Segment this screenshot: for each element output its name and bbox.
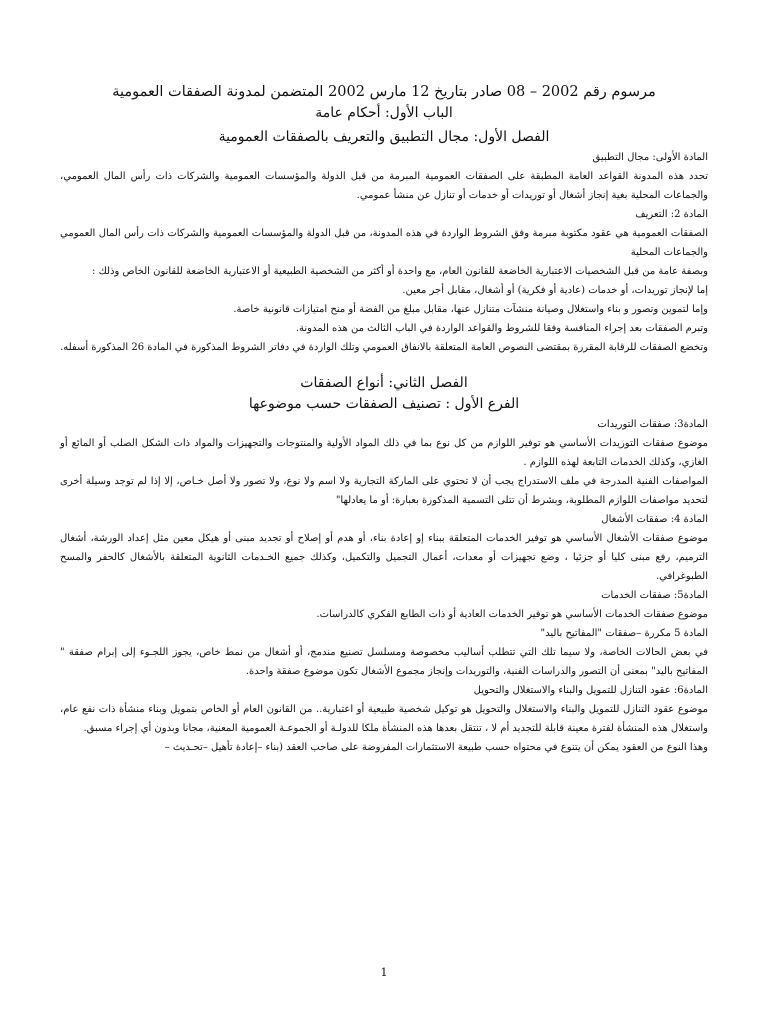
paragraph: موضوع عقود التنازل للتمويل والبناء والاستغلال والتحويل هو توكيل شخصية طبيعية أو اعتبارية.. من القانون العام أو الخاص بتمويل وبناء منشأة ذات نفع عام، واستغلال هذه المنشأة لفترة معينة قابلة للتجديد أم لا ، تنتقل بعدها هذه المنشأة ملكا للدولـة أو الجموعـة العمومية المعنية، مجانا وبدون أي إجراء مسبق. — [60, 704, 708, 734]
paragraph: الصفقات العمومية هي عقود مكتوبة مبرمة وفق الشروط الواردة في هذه المدونة، من قبل الدولة والمؤسسات العمومية والشركات ذات رأس المال العمومي والجماعات المحلية — [60, 228, 708, 258]
section-title: الفرع الأول : تصنيف الصفقات حسب موضوعها — [248, 396, 520, 412]
paragraph: وتخضع الصفقات للرقابة المقررة بمقتضى النصوص العامة المتعلقة بالانفاق العمومي وتلك الواردة في دفاتر الشروط المذكورة في المادة 26 المذكورة أسفله. — [60, 342, 708, 353]
paragraph: موضوع صفقات الأشغال الأساسي هو توفير الخدمات المتعلقة ببناء إو إعادة بناء، أو هدم أو إصلاح أو تجديد مبنى أو هيكل معين مثل إعداد الورشة، أشغال الترميم، رفع مبنى كليا أو جزئيا ، وضع تجهيزات أو معدات، أعمال التجميل والتكميل، وكذلك جميع الخـدمات الثانوية المتعلقة بالأشغال كالحفر والمسح الطبوغرافي. — [60, 533, 708, 582]
article-heading: المادة 4: صفقات الأشغال — [601, 514, 708, 525]
article-heading: المادة 2: التعريف — [635, 209, 708, 220]
chapter-title: الفصل الثاني: أنواع الصفقات — [300, 375, 468, 391]
paragraph: في بعض الحالات الخاصة، ولا سيما تلك التي تتطلب أساليب مخصوصة ومسلسل تصنيع مندمج، أو أشغال من نمط خاص، يجوز اللجـوء إلى إبرام صفقة " المفاتيح باليد" بمعنى أن التصور والدراسات الفنية، والتوريدات وإنجاز مجموع الأشغال تكون موضوع صفقة واحدة. — [60, 647, 708, 677]
decree-title: مرسوم رقم 2002 – 08 صادر بتاريخ 12 مارس 2002 المتضمن لمدونة الصفقات العمومية — [112, 84, 656, 100]
page-number: 1 — [380, 966, 388, 979]
paragraph: وإما لتموين وتصور و بناء واستغلال وصيانة منشآت متنازل عنها، مقابل مبلغ من الفضة أو منح امتيازات قانونية خاصة. — [233, 304, 708, 315]
paragraph: وهذا النوع من العقود يمكن أن يتنوع في محتواه حسب طبيعة الاستثمارات المفروضة على صاحب العقد (بناء –إعادة تأهيل –تحـديث – — [164, 742, 708, 753]
paragraph: تحدد هذه المدونة القواعد العامة المطبقة على الصفقات العمومية المبرمة من قبل الدولة والمؤسسات العمومية والشركات ذات رأس المال العمومي، والجماعات المحلية بغية إنجاز أشغال أو توريدات أو خدمات أو تنازل عن منشأ عمومي. — [60, 171, 708, 201]
article-heading: المادة 5 مكررة –صفقات "المفاتيح باليد" — [540, 628, 708, 639]
book-title: الباب الأول: أحكام عامة — [315, 105, 453, 121]
paragraph: موضوع صفقات الخدمات الأساسي هو توفير الخدمات العادية أو ذات الطابع الفكري كالدراسات. — [316, 609, 708, 620]
article-heading: المادة6: عقود التنازل للتمويل والبناء والاستغلال والتحويل — [473, 685, 708, 696]
chapter-title: الفصل الأول: مجال التطبيق والتعريف بالصفقات العمومية — [218, 129, 550, 145]
article-heading: المادة الأولى: مجال التطبيق — [592, 152, 708, 163]
document-body — [60, 148, 708, 757]
paragraph: إما لإنجاز توريدات، أو خدمات (عادية أو فكرية) أو أشغال، مقابل أجر معين. — [402, 285, 708, 296]
paragraph: المواصفات الفنية المدرجة في ملف الاستدراج يجب أن لا تحتوي على الماركة التجارية ولا اسم ولا نوع، ولا تصور ولا أصل خـاص، إلا إذا لم توجد وسيلة أخرى لتحديد مواصفات اللوازم المطلوبة، وبشرط أن تتلى التسمية المذكورة بعبارة: أو ما يعادلها" — [60, 476, 708, 506]
paragraph: وتبرم الصفقات بعد إجراء المنافسة وفقا للشروط والقواعد الواردة في الباب الثالث من هذه المدونة. — [295, 323, 708, 334]
paragraph: وبصفة عامة من قبل الشخصيات الاعتبارية الخاضعة للقانون العام، مع واحدة أو أكثر من الشخصية الطبيعية أو الاعتبارية الخاضعة للقانون الخاص وذلك : — [92, 266, 708, 277]
paragraph: موضوع صفقات التوريدات الأساسي هو توفير اللوازم من كل نوع بما في ذلك المواد الأولية والمنتوجات والتجهيزات والمواد ذات الشكل الصلب أو المائع أو الغازي، وكذلك الخدمات التابعة لهذه اللوازم . — [60, 438, 708, 468]
article-heading: المادة5: صفقات الخدمات — [601, 590, 708, 601]
article-heading: المادة3: صفقات التوريدات — [597, 419, 708, 430]
